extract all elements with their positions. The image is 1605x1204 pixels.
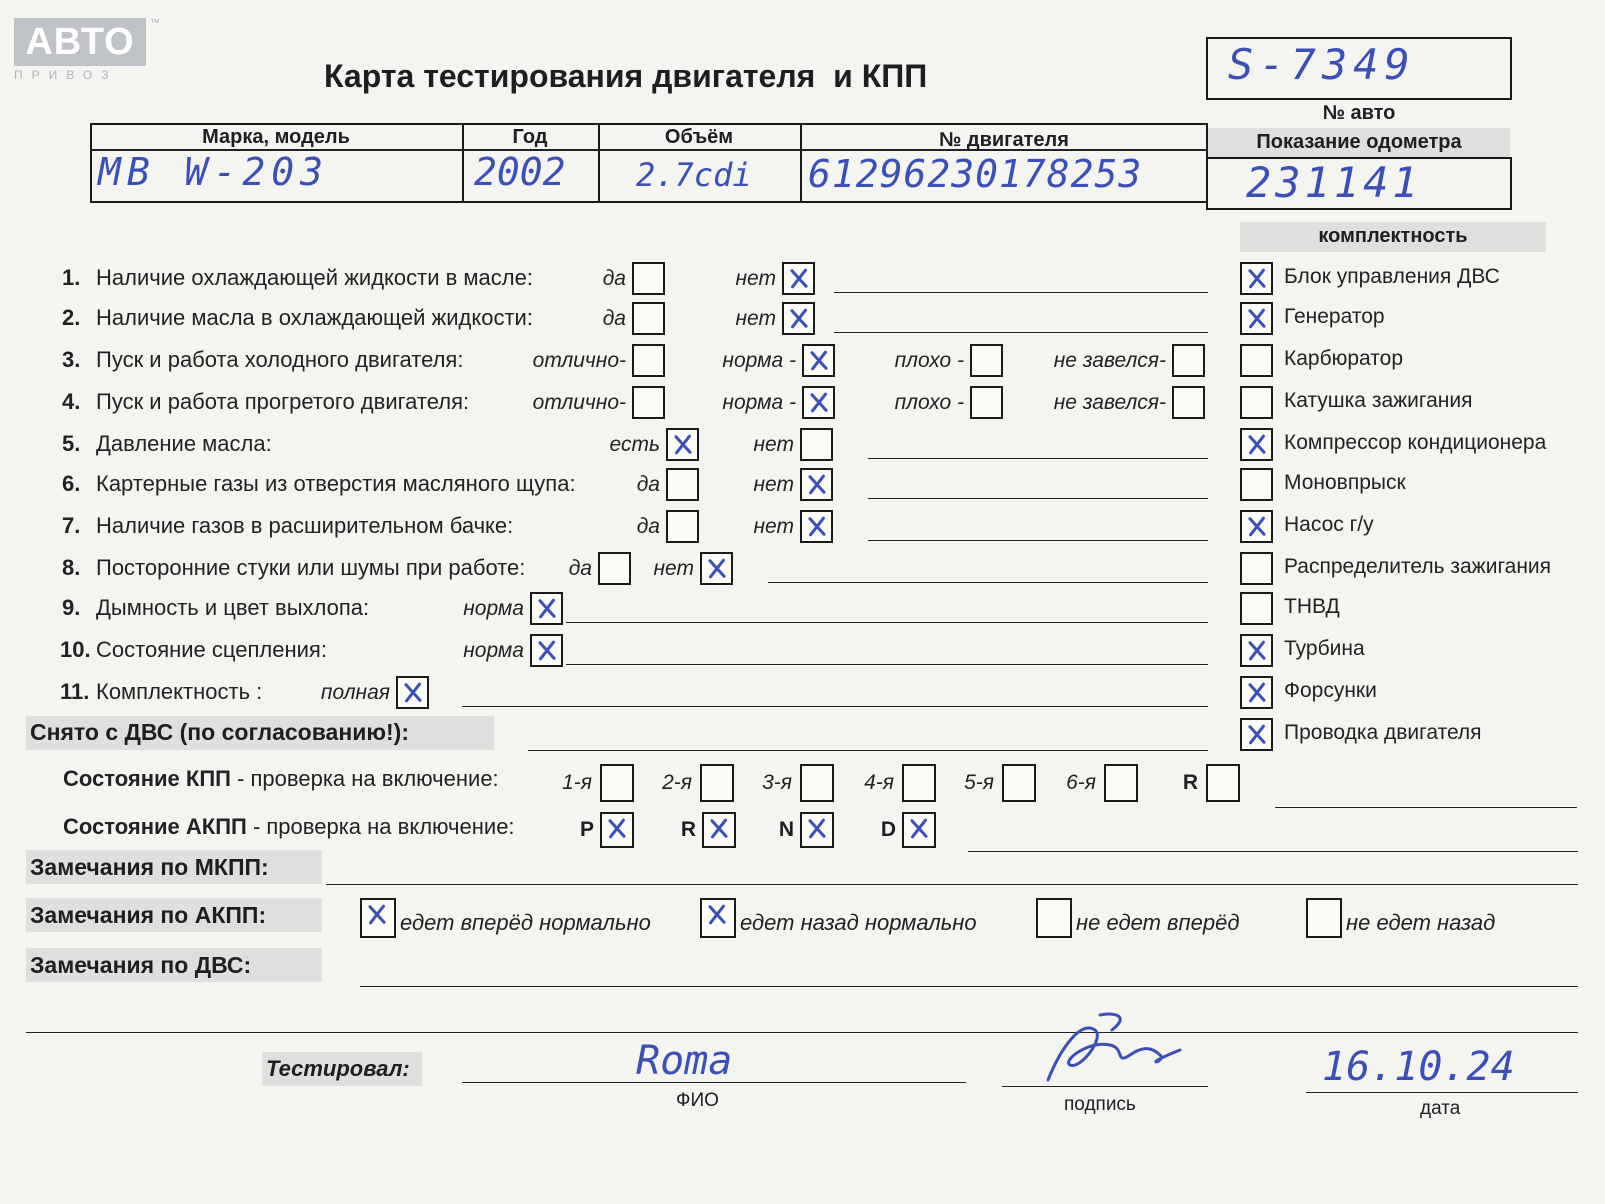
kpp-gear-label: 2-я bbox=[662, 771, 692, 794]
question-answer-line bbox=[834, 292, 1208, 293]
question-text: Наличие масла в охлаждающей жидкости: bbox=[96, 305, 533, 330]
kpp-gear-checkbox[interactable] bbox=[902, 764, 936, 802]
kpp-gear-checkbox[interactable] bbox=[1104, 764, 1138, 802]
date-value: 16.10.24 bbox=[1322, 1044, 1515, 1090]
question-option-label: нет bbox=[653, 557, 694, 580]
kpp-label: Состояние КПП - проверка на включение: bbox=[63, 766, 499, 791]
logo-trademark: ™ bbox=[150, 18, 160, 29]
akpp-position-label: N bbox=[778, 818, 794, 841]
question-option-checkbox[interactable] bbox=[800, 510, 833, 543]
kpp-gear-label: 5-я bbox=[964, 771, 994, 794]
odometer-value: 231141 bbox=[1246, 158, 1422, 207]
name-caption: ФИО bbox=[676, 1090, 719, 1111]
question-option-checkbox[interactable] bbox=[530, 634, 563, 667]
question-option-label: плохо - bbox=[894, 349, 964, 372]
question-text: Комплектность : bbox=[96, 679, 263, 704]
tested-by-label: Тестировал: bbox=[266, 1056, 410, 1081]
question-option-checkbox[interactable] bbox=[800, 428, 833, 461]
odometer-label: Показание одометра bbox=[1256, 131, 1462, 153]
kit-item-label: Насос г/у bbox=[1284, 513, 1374, 536]
question-answer-line bbox=[768, 582, 1208, 583]
question-option-label: норма - bbox=[722, 349, 796, 372]
kit-item-label: Компрессор кондиционера bbox=[1284, 431, 1547, 454]
question-option-checkbox[interactable] bbox=[666, 510, 699, 543]
question-answer-line bbox=[566, 622, 1208, 623]
question-option-label: нет bbox=[735, 267, 776, 290]
question-number: 1. bbox=[62, 265, 81, 290]
question-text: Дымность и цвет выхлопа: bbox=[96, 595, 370, 620]
kpp-gear-checkbox[interactable] bbox=[1206, 764, 1240, 802]
question-option-checkbox[interactable] bbox=[802, 386, 835, 419]
name-line bbox=[462, 1082, 966, 1083]
remarks-dvs-line-1 bbox=[360, 986, 1578, 987]
akpp-position-label: R bbox=[680, 818, 696, 841]
question-option-label: да bbox=[636, 473, 660, 496]
signature-mark bbox=[1040, 1010, 1190, 1090]
remarks-dvs-line-2 bbox=[26, 1032, 1578, 1033]
question-option-checkbox[interactable] bbox=[666, 468, 699, 501]
question-option-checkbox[interactable] bbox=[802, 344, 835, 377]
question-answer-line bbox=[868, 540, 1208, 541]
question-number: 7. bbox=[62, 513, 81, 538]
col-year: Год bbox=[512, 126, 548, 148]
akpp-position-checkbox[interactable] bbox=[902, 812, 936, 848]
question-number: 11. bbox=[60, 679, 90, 704]
question-option-checkbox[interactable] bbox=[782, 302, 815, 335]
question-option-label: норма - bbox=[722, 391, 796, 414]
kit-item-label: Турбина bbox=[1284, 637, 1365, 660]
question-number: 6. bbox=[62, 471, 81, 496]
akpp-position-checkbox[interactable] bbox=[600, 812, 634, 848]
kit-item-label: Моновпрыск bbox=[1284, 471, 1406, 494]
kpp-gear-label: R bbox=[1182, 771, 1198, 794]
question-text: Наличие охлаждающей жидкости в масле: bbox=[96, 265, 533, 290]
question-text: Пуск и работа прогретого двигателя: bbox=[96, 389, 470, 414]
akpp-option-label: не едет вперёд bbox=[1076, 910, 1240, 935]
kit-checkbox[interactable] bbox=[1240, 634, 1273, 667]
kpp-gear-checkbox[interactable] bbox=[600, 764, 634, 802]
question-number: 10. bbox=[60, 637, 91, 662]
question-text: Пуск и работа холодного двигателя: bbox=[96, 347, 464, 372]
question-option-label: нет bbox=[753, 515, 794, 538]
question-option-label: нет bbox=[753, 473, 794, 496]
kit-item-label: Проводка двигателя bbox=[1284, 721, 1482, 744]
question-text: Картерные газы из отверстия масляного щупа: bbox=[96, 471, 576, 496]
question-answer-line bbox=[566, 664, 1208, 665]
question-answer-line bbox=[462, 706, 1208, 707]
question-number: 5. bbox=[62, 431, 81, 456]
question-option-checkbox[interactable] bbox=[598, 552, 631, 585]
kit-checkbox[interactable] bbox=[1240, 344, 1273, 377]
question-option-checkbox[interactable] bbox=[782, 262, 815, 295]
kit-item-label: Карбюратор bbox=[1284, 347, 1404, 370]
akpp-position-checkbox[interactable] bbox=[800, 812, 834, 848]
question-option-label: есть bbox=[609, 433, 660, 456]
kit-checkbox[interactable] bbox=[1240, 386, 1273, 419]
col-volume: Объём bbox=[664, 126, 734, 148]
question-option-label: нет bbox=[753, 433, 794, 456]
kit-checkbox[interactable] bbox=[1240, 468, 1273, 501]
question-option-checkbox[interactable] bbox=[530, 592, 563, 625]
question-number: 2. bbox=[62, 305, 81, 330]
question-answer-line bbox=[868, 458, 1208, 459]
logo-main: АВТО bbox=[14, 18, 146, 66]
signature-caption: подпись bbox=[1064, 1094, 1136, 1115]
akpp-option-checkbox[interactable] bbox=[700, 898, 736, 938]
remarks-dvs-label: Замечания по ДВС: bbox=[30, 952, 252, 978]
question-option-label: не завелся- bbox=[1053, 391, 1166, 414]
question-answer-line bbox=[834, 332, 1208, 333]
akpp-line bbox=[968, 851, 1578, 852]
question-option-label: да bbox=[568, 557, 592, 580]
question-option-label: норма bbox=[463, 639, 524, 662]
akpp-option-checkbox[interactable] bbox=[1306, 898, 1342, 938]
kit-item-label: Блок управления ДВС bbox=[1284, 265, 1500, 288]
question-answer-line bbox=[868, 498, 1208, 499]
question-option-checkbox[interactable] bbox=[1172, 386, 1205, 419]
logo-sub: ПРИВОЗ bbox=[14, 68, 118, 82]
question-option-checkbox[interactable] bbox=[970, 386, 1003, 419]
value-engine-no: 61296230178253 bbox=[808, 152, 1143, 196]
question-number: 4. bbox=[62, 389, 81, 414]
remarks-mkpp-label: Замечания по МКПП: bbox=[30, 854, 269, 880]
question-option-checkbox[interactable] bbox=[396, 676, 429, 709]
kit-checkbox[interactable] bbox=[1240, 552, 1273, 585]
tester-name: Roma bbox=[636, 1038, 733, 1084]
kpp-gear-label: 6-я bbox=[1066, 771, 1096, 794]
kit-checkbox[interactable] bbox=[1240, 302, 1273, 335]
question-option-checkbox[interactable] bbox=[632, 302, 665, 335]
removed-line bbox=[528, 750, 1208, 751]
question-option-checkbox[interactable] bbox=[632, 344, 665, 377]
question-text: Давление масла: bbox=[96, 431, 272, 456]
question-option-checkbox[interactable] bbox=[970, 344, 1003, 377]
question-option-checkbox[interactable] bbox=[800, 468, 833, 501]
question-option-label: отлично- bbox=[532, 391, 626, 414]
question-option-label: да bbox=[636, 515, 660, 538]
kit-checkbox[interactable] bbox=[1240, 262, 1273, 295]
kit-checkbox[interactable] bbox=[1240, 428, 1273, 461]
auto-number-label: № авто bbox=[1322, 102, 1396, 124]
akpp-position-checkbox[interactable] bbox=[702, 812, 736, 848]
kit-checkbox[interactable] bbox=[1240, 676, 1273, 709]
akpp-option-label: едет вперёд нормально bbox=[400, 910, 651, 935]
akpp-option-checkbox[interactable] bbox=[360, 898, 396, 938]
question-text: Наличие газов в расширительном бачке: bbox=[96, 513, 514, 538]
kpp-line bbox=[1275, 807, 1577, 808]
akpp-option-label: не едет назад bbox=[1346, 910, 1496, 935]
question-number: 3. bbox=[62, 347, 81, 372]
question-number: 8. bbox=[62, 555, 81, 580]
question-option-label: не завелся- bbox=[1053, 349, 1166, 372]
question-text: Состояние сцепления: bbox=[96, 637, 327, 662]
kit-checkbox[interactable] bbox=[1240, 510, 1273, 543]
kit-item-label: Форсунки bbox=[1284, 679, 1377, 702]
kit-item-label: Катушка зажигания bbox=[1284, 389, 1473, 412]
question-option-label: да bbox=[602, 267, 626, 290]
kit-title: комплектность bbox=[1318, 225, 1468, 247]
date-line bbox=[1306, 1092, 1578, 1093]
remarks-mkpp-line bbox=[326, 884, 1578, 885]
kit-checkbox[interactable] bbox=[1240, 718, 1273, 751]
question-option-checkbox[interactable] bbox=[1172, 344, 1205, 377]
question-option-label: отлично- bbox=[532, 349, 626, 372]
auto-number-value: S-7349 bbox=[1228, 40, 1416, 89]
akpp-option-label: едет назад нормально bbox=[740, 910, 977, 935]
removed-label: Снято с ДВС (по согласованию!): bbox=[30, 719, 409, 745]
signature-line bbox=[1002, 1086, 1208, 1087]
akpp-position-label: P bbox=[579, 818, 594, 841]
value-year: 2002 bbox=[474, 150, 566, 194]
kit-item-label: Распределитель зажигания bbox=[1284, 555, 1552, 578]
col-make-model: Марка, модель bbox=[202, 126, 350, 148]
question-option-label: норма bbox=[463, 597, 524, 620]
kpp-gear-checkbox[interactable] bbox=[800, 764, 834, 802]
question-option-checkbox[interactable] bbox=[666, 428, 699, 461]
akpp-label: Состояние АКПП - проверка на включение: bbox=[63, 814, 515, 839]
kpp-gear-checkbox[interactable] bbox=[700, 764, 734, 802]
kit-checkbox[interactable] bbox=[1240, 592, 1273, 625]
question-number: 9. bbox=[62, 595, 81, 620]
kpp-gear-checkbox[interactable] bbox=[1002, 764, 1036, 802]
question-text: Посторонние стуки или шумы при работе: bbox=[96, 555, 526, 580]
question-option-checkbox[interactable] bbox=[632, 262, 665, 295]
question-option-label: да bbox=[602, 307, 626, 330]
logo bbox=[14, 18, 160, 82]
akpp-option-checkbox[interactable] bbox=[1036, 898, 1072, 938]
question-option-label: плохо - bbox=[894, 391, 964, 414]
question-option-checkbox[interactable] bbox=[700, 552, 733, 585]
value-volume: 2.7cdi bbox=[636, 156, 752, 194]
kit-item-label: ТНВД bbox=[1284, 595, 1340, 618]
col-engine-no: № двигателя bbox=[939, 129, 1069, 151]
akpp-position-label: D bbox=[880, 818, 896, 841]
question-option-label: полная bbox=[320, 681, 390, 704]
remarks-akpp-label: Замечания по АКПП: bbox=[30, 902, 267, 928]
kpp-gear-label: 1-я bbox=[562, 771, 592, 794]
kit-item-label: Генератор bbox=[1284, 305, 1385, 328]
question-option-checkbox[interactable] bbox=[632, 386, 665, 419]
date-caption: дата bbox=[1420, 1098, 1461, 1119]
value-make-model: MB W-203 bbox=[98, 150, 330, 194]
page-title: Карта тестирования двигателя и КПП bbox=[324, 58, 928, 94]
kpp-gear-label: 4-я bbox=[864, 771, 894, 794]
kpp-gear-label: 3-я bbox=[762, 771, 792, 794]
question-option-label: нет bbox=[735, 307, 776, 330]
